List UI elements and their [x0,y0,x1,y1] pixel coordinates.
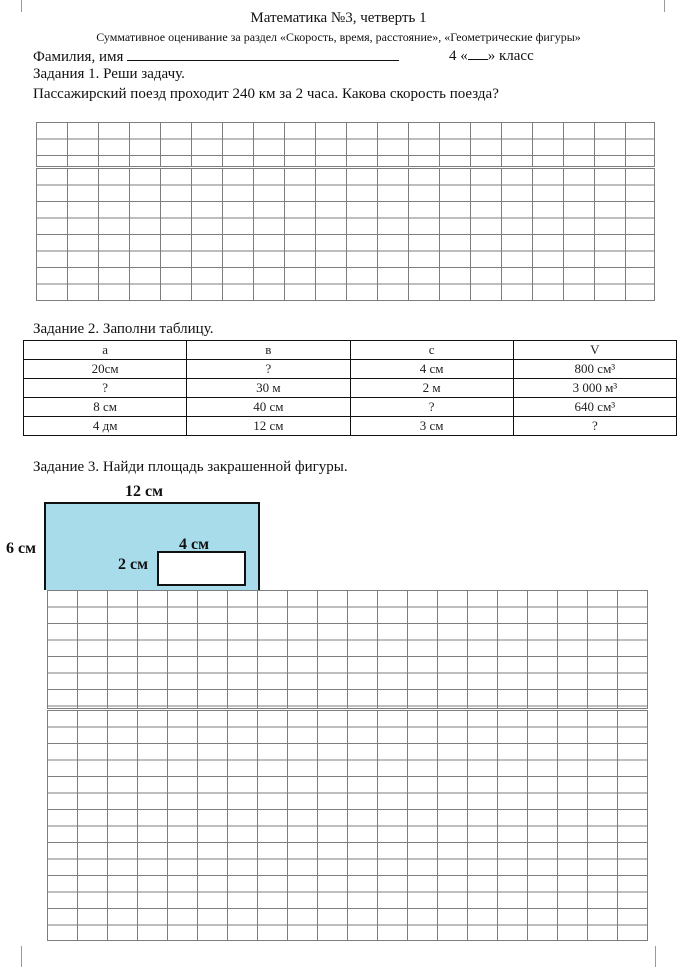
task2-heading: Задание 2. Заполни таблицу. [33,321,214,337]
table-cell[interactable]: ? [24,379,187,398]
table-cell: 12 см [187,417,350,436]
table-row [24,398,677,417]
task1-answer-grid[interactable] [36,168,655,301]
table-cell: 3 000 м³ [513,379,676,398]
task1-problem-text: Пассажирский поезд проходит 240 км за 2 часа. Какова скорость поезда? [33,86,499,102]
table-row [24,417,677,436]
page-title: Математика №3, четверть 1 [250,10,427,26]
task1-heading: Задания 1. Реши задачу. [33,66,185,82]
table-cell[interactable]: ? [187,360,350,379]
table-cell: 4 см [350,360,513,379]
label-width-12cm: 12 см [125,483,163,500]
name-label: Фамилия, имя [33,49,124,65]
column-header-v: V [513,341,676,360]
table-row [24,379,677,398]
name-input-line[interactable] [127,45,399,61]
column-header-a: а [24,341,187,360]
label-inner-width-4cm: 4 см [179,536,209,553]
class-input-blank[interactable] [468,45,488,60]
table-cell: 800 см³ [513,360,676,379]
student-name-row [33,45,399,66]
margin-mark [21,946,22,967]
column-header-c: с [350,341,513,360]
task3-heading: Задание 3. Найди площадь закрашенной фигуры. [33,459,348,475]
table-cell: 40 см [187,398,350,417]
table-cell: 2 м [350,379,513,398]
class-field [449,45,534,65]
table-header-row [24,341,677,360]
label-height-6cm: 6 см [6,540,36,557]
label-inner-height-2cm: 2 см [118,556,148,573]
task1-answer-grid[interactable] [36,122,655,167]
class-prefix: 4 « [449,48,468,64]
task3-answer-grid[interactable] [47,710,648,941]
margin-mark [655,946,656,967]
table-cell[interactable]: ? [350,398,513,417]
column-header-b: в [187,341,350,360]
table-cell: 3 см [350,417,513,436]
unshaded-inner-rectangle [157,551,246,586]
page-subtitle: Суммативное оценивание за раздел «Скорость, время, расстояние», «Геометрические фигуры» [96,30,581,44]
task2-fill-table [23,340,677,436]
table-cell: 640 см³ [513,398,676,417]
class-suffix: » класс [487,48,534,64]
table-cell: 4 дм [24,417,187,436]
table-cell: 8 см [24,398,187,417]
table-cell[interactable]: ? [513,417,676,436]
table-row [24,360,677,379]
task3-answer-grid[interactable] [47,590,648,709]
table-cell: 30 м [187,379,350,398]
table-cell: 20см [24,360,187,379]
